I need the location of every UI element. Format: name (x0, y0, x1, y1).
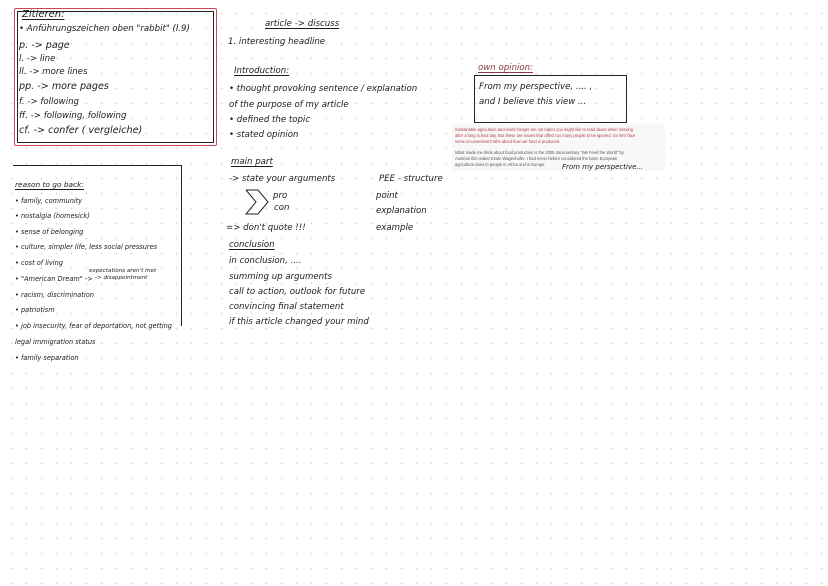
introduction-bullet: • stated opinion (229, 130, 299, 140)
reason-item: • family separation (15, 354, 79, 362)
clip-text-line: agriculture does to people in Africa and in Europe. (455, 162, 546, 167)
zitieren-line: pp. -> more pages (19, 81, 109, 92)
reason-item: • family, community (15, 197, 83, 205)
pee-item: example (376, 223, 414, 233)
pee-item: explanation (376, 206, 427, 216)
reason-item: • culture, simpler life, less social pressures (15, 243, 158, 251)
own-opinion-line: From my perspective, .... , (479, 82, 593, 92)
article-title: article -> discuss (265, 19, 340, 29)
con-label: con (274, 203, 290, 213)
conclusion-heading: conclusion (229, 240, 275, 250)
reason-item: • patriotism (15, 306, 55, 314)
article-item-headline: 1. interesting headline (228, 37, 326, 47)
zitieren-line: cf. -> confer ( vergleiche) (19, 125, 143, 136)
conclusion-line: in conclusion, .... (229, 256, 302, 266)
state-arguments: -> state your arguments (229, 174, 336, 184)
clip-text-line: Austrian film maker Erwin Wagenhofer. I had never before considered the harm European (455, 156, 618, 161)
introduction-bullet: • thought provoking sentence / explanation (229, 84, 418, 94)
conclusion-line: if this article changed your mind (229, 317, 369, 327)
zitieren-line: ll. -> more lines (19, 67, 88, 77)
pro-label: pro (273, 191, 288, 201)
conclusion-line: summing up arguments (229, 272, 332, 282)
pee-title: PEE - structure (379, 174, 443, 184)
introduction-bullet: • defined the topic (229, 115, 311, 125)
zitieren-line: ff. -> following, following (19, 111, 127, 121)
reason-item: • cost of living (15, 259, 63, 267)
clip-annotation: From my perspective... (562, 163, 644, 171)
reason-item: • job insecurity, fear of deportation, not getting (15, 322, 172, 330)
main-part-heading: main part (231, 157, 273, 167)
zitieren-line: p. -> page (19, 40, 70, 51)
american-dream-note: -> disappointment (95, 275, 148, 281)
reason-item: • nostalgia (homesick) (15, 212, 90, 220)
reason-heading: reason to go back: (15, 180, 84, 189)
american-dream-note: expectations aren't met (89, 268, 157, 274)
zitieren-line: • Anführungszeichen oben "rabbit" (l.9) (19, 24, 190, 34)
reason-item: • racism, discrimination (15, 291, 94, 299)
dont-quote: => don't quote !!! (226, 223, 306, 233)
reason-item: • "American Dream" -> (15, 275, 93, 283)
clip-text-line: What made me think about food production is the 2005 documentary "We Feed the World" by (455, 150, 624, 155)
conclusion-line: call to action, outlook for future (229, 287, 366, 297)
zitieren-title: Zitieren: (22, 9, 65, 20)
conclusion-line: convincing final statement (229, 302, 344, 312)
zitieren-line: f. -> following (19, 97, 80, 107)
reason-item: legal immigration status (15, 338, 96, 346)
clip-text-line: Sustainable agriculture and world hunger are not topics you might like to read about when relaxing (455, 127, 633, 132)
own-opinion-heading: own opinion: (478, 63, 533, 73)
pee-item: point (376, 191, 398, 201)
zitieren-line: l. -> line (19, 54, 56, 64)
own-opinion-line: and I believe this view ... (479, 97, 587, 107)
introduction-heading: Introduction: (234, 66, 290, 76)
clip-text-line: after a long school day. But these are issues that affect too many people to be ignored. So let's face (455, 133, 636, 138)
reason-item: • sense of belonging (15, 228, 84, 236)
clip-text-line: some inconvenient truths about how our food is produced. (455, 139, 561, 144)
introduction-bullet: of the purpose of my article (229, 100, 349, 110)
